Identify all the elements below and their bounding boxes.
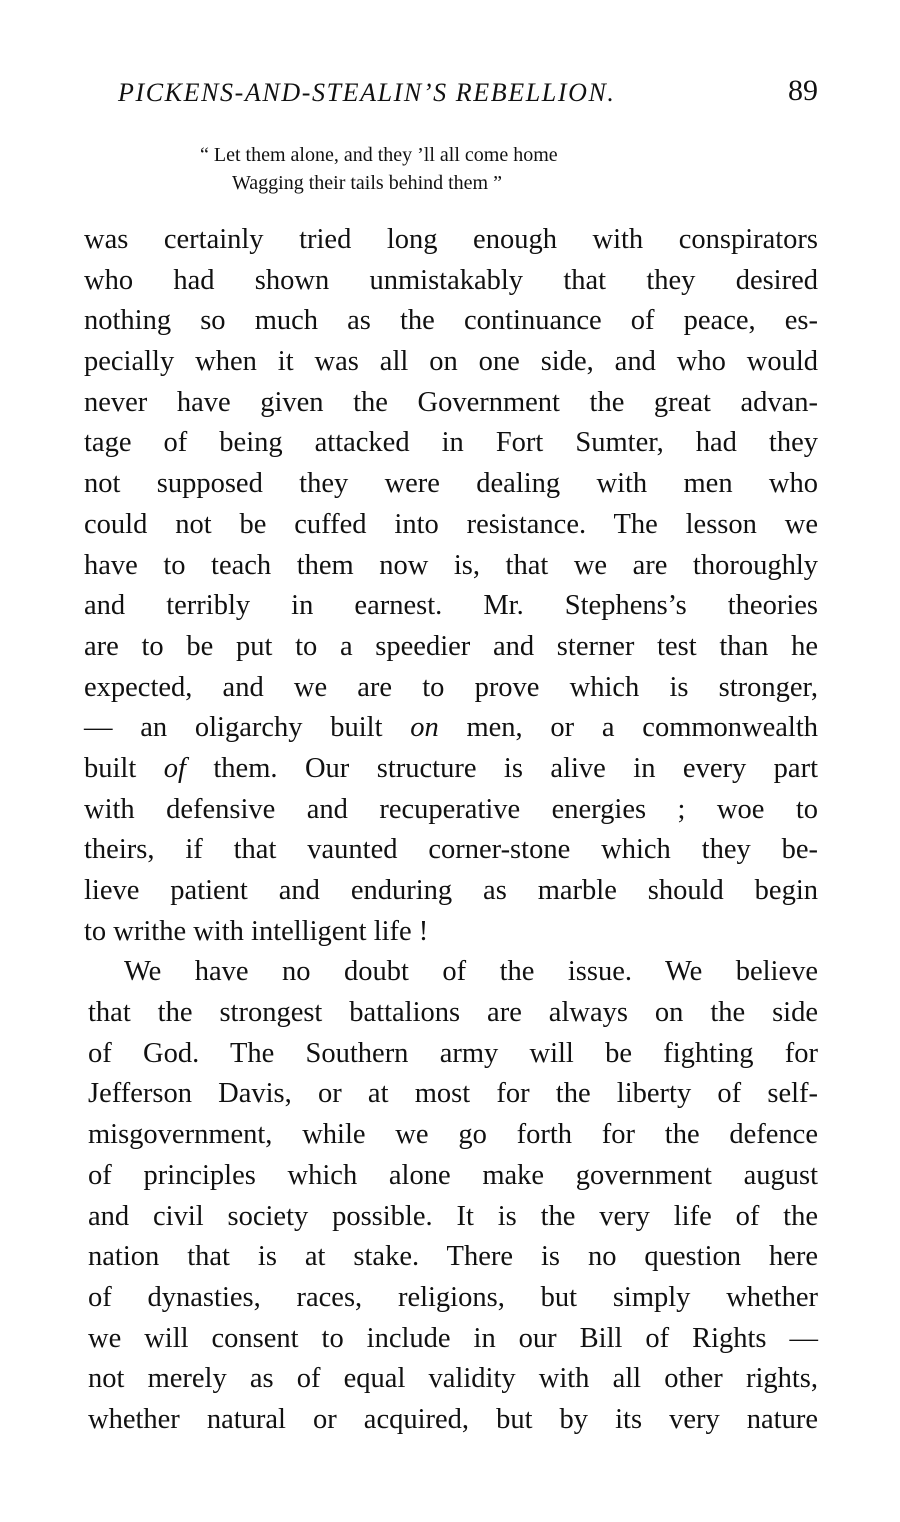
text-segment: men, or a commonwealth — [438, 712, 818, 744]
italic-word: of — [163, 752, 186, 784]
text-segment: built — [84, 752, 164, 784]
text-line: to writhe with intelligent life ! — [84, 915, 429, 947]
text-line: who had shown unmistakably that they desired — [84, 264, 818, 296]
italic-word: on — [410, 712, 439, 744]
text-line: We have no doubt of the issue. We believe — [124, 956, 818, 988]
text-line — [84, 749, 818, 790]
text-segment: them. Our structure is alive in every part — [185, 752, 818, 784]
text-line: could not be cuffed into resistance. The lesson we — [84, 508, 818, 540]
text-segment: — an oligarchy built — [84, 712, 411, 744]
text-line: of God. The Southern army will be fighting for — [88, 1037, 818, 1069]
text-line: expected, and we are to prove which is stronger, — [84, 671, 818, 703]
text-line: of dynasties, races, religions, but simply whether — [88, 1281, 818, 1313]
running-head — [118, 74, 818, 114]
paragraph — [84, 220, 818, 952]
text-line: nothing so much as the continuance of peace, es- — [84, 305, 818, 337]
text-line: have to teach them now is, that we are thoroughly — [84, 549, 818, 581]
epigraph-quote — [0, 141, 900, 197]
text-line: was certainly tried long enough with conspirators — [84, 224, 818, 255]
page-number: 89 — [788, 74, 818, 107]
text-line: theirs, if that vaunted corner-stone which they be- — [84, 834, 818, 866]
epigraph-line: Wagging their tails behind them ” — [232, 172, 502, 194]
paragraph — [84, 952, 818, 1440]
text-line: pecially when it was all on one side, and who would — [84, 346, 818, 378]
text-line: Jefferson Davis, or at most for the liberty of self- — [88, 1078, 818, 1110]
running-title: PICKENS-AND-STEALIN’S REBELLION. — [118, 78, 616, 107]
text-line — [84, 708, 818, 749]
text-line: never have given the Government the great advan- — [84, 386, 818, 418]
text-line: with defensive and recuperative energies ; woe to — [84, 793, 818, 825]
text-line: nation that is at stake. There is no question here — [88, 1241, 818, 1273]
text-line: misgovernment, while we go forth for the defence — [88, 1119, 818, 1151]
text-line: not supposed they were dealing with men who — [84, 468, 818, 500]
text-line: lieve patient and enduring as marble should begin — [84, 875, 818, 906]
text-line: that the strongest battalions are always on the side — [88, 997, 818, 1029]
body-text — [84, 220, 818, 1441]
text-line: tage of being attacked in Fort Sumter, had they — [84, 427, 818, 459]
text-line: of principles which alone make government august — [88, 1159, 818, 1191]
text-line: not merely as of equal validity with all other rights, — [88, 1363, 818, 1395]
text-line: we will consent to include in our Bill of Rights — — [88, 1322, 818, 1354]
text-line: are to be put to a speedier and sterner test than he — [84, 630, 818, 662]
text-line: and civil society possible. It is the very life of the — [88, 1200, 818, 1232]
epigraph-line: “ Let them alone, and they ’ll all come home — [200, 144, 558, 166]
text-line: and terribly in earnest. Mr. Stephens’s theories — [84, 590, 818, 622]
text-line: whether natural or acquired, but by its very nature — [88, 1403, 818, 1435]
